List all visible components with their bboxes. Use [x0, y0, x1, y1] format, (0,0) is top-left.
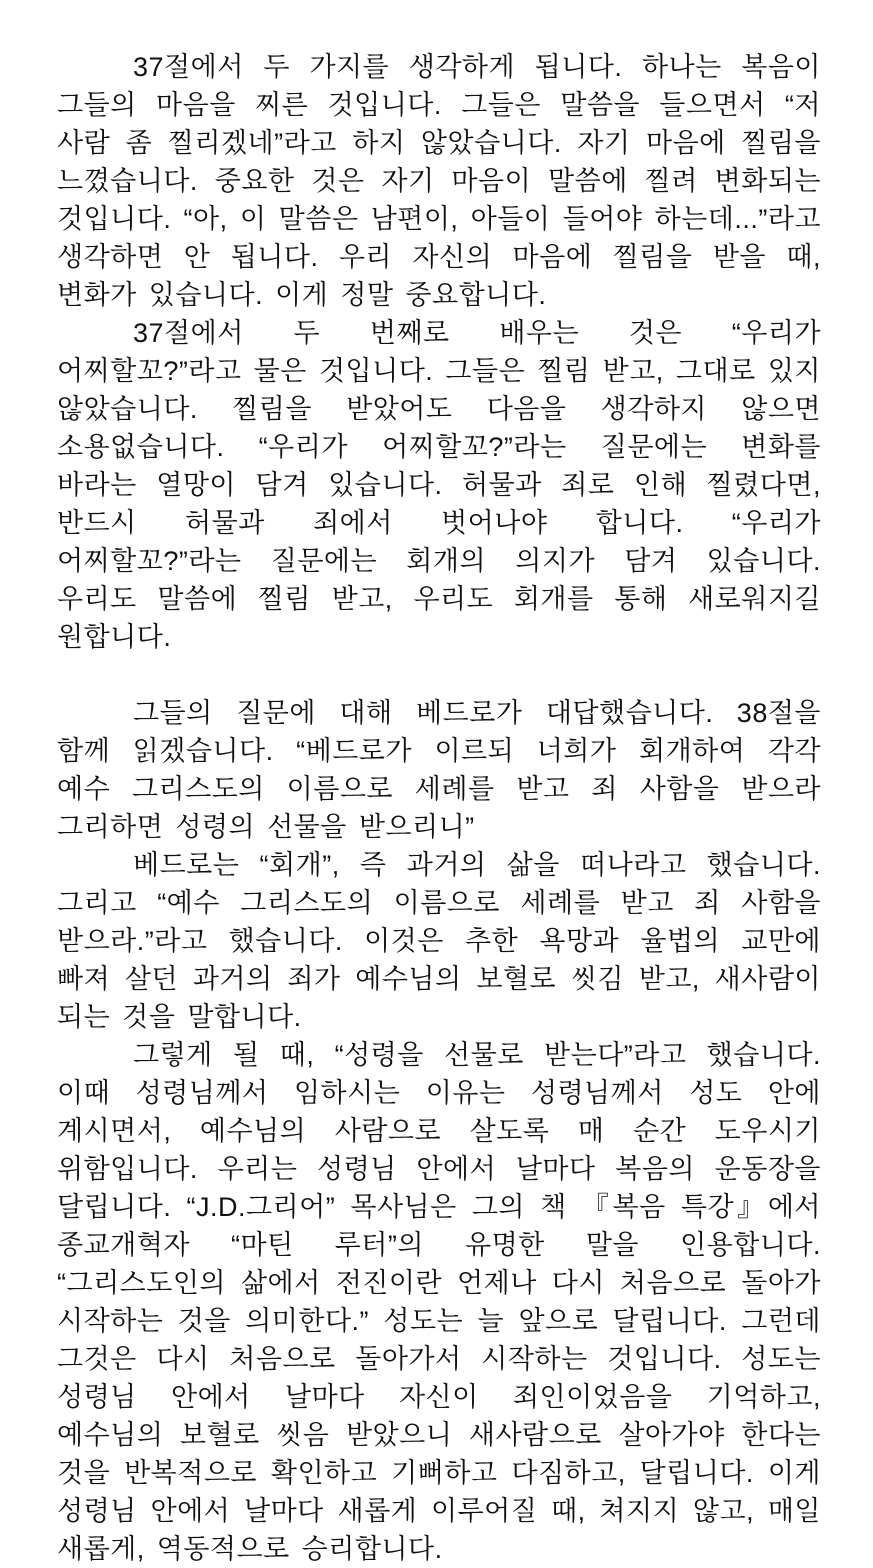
- paragraph: 베드로는 “회개”, 즉 과거의 삶을 떠나라고 했습니다. 그리고 “예수 그리스도의 이름으로 세례를 받고 죄 사함을 받으라.”라고 했습니다. 이것은 추한 욕망과 율법의 교만에 빠져 살던 과거의 죄가 예수님의 보혈로 씻김 받고, 새사람이 되는 것을 말합니다.: [57, 850, 821, 1032]
- paragraph: 37절에서 두 가지를 생각하게 됩니다. 하나는 복음이 그들의 마음을 찌른 것입니다. 그들은 말씀을 들으면서 “저 사람 좀 찔리겠네”라고 하지 않았습니다. 자기 마음에 찔림을 느꼈습니다. 중요한 것은 자기 마음이 말씀에 찔려 변화되는 것입니다. “아, 이 말씀은 남편이, 아들이 들어야 하는데...”라고 생각하면 안 됩니다. 우리 자신의 마음에 찔림을 받을 때, 변화가 있습니다. 이게 정말 중요합니다.: [57, 52, 821, 310]
- paragraph: 그렇게 될 때, “성령을 선물로 받는다”라고 했습니다. 이때 성령님께서 임하시는 이유는 성령님께서 성도 안에 계시면서, 예수님의 사람으로 살도록 매 순간 도우시기 위함입니다. 우리는 성령님 안에서 날마다 복음의 운동장을 달립니다. “J.D.그리어” 목사님은 그의 책 『복음 특강』에서 종교개혁자 “마틴 루터”의 유명한 말을 인용합니다. “그리스도인의 삶에서 전진이란 언제나 다시 처음으로 돌아가 시작하는 것을 의미한다.” 성도는 늘 앞으로 달립니다. 그런데 그것은 다시 처음으로 돌아가서 시작하는 것입니다. 성도는 성령님 안에서 날마다 자신이 죄인이었음을 기억하고, 예수님의 보혈로 씻음 받았으니 새사람으로 살아가야 한다는 것을 반복적으로 확인하고 기뻐하고 다짐하고, 달립니다. 이게 성령님 안에서 날마다 새롭게 이루어질 때, 쳐지지 않고, 매일 새롭게, 역동적으로 승리합니다.: [57, 1040, 821, 1564]
- paragraph: 37절에서 두 번째로 배우는 것은 “우리가 어찌할꼬?”라고 물은 것입니다. 그들은 찔림 받고, 그대로 있지 않았습니다. 찔림을 받았어도 다음을 생각하지 않으면 소용없습니다. “우리가 어찌할꼬?”라는 질문에는 변화를 바라는 열망이 담겨 있습니다. 허물과 죄로 인해 찔렸다면, 반드시 허물과 죄에서 벗어나야 합니다. “우리가 어찌할꼬?”라는 질문에는 회개의 의지가 담겨 있습니다. 우리도 말씀에 찔림 받고, 우리도 회개를 통해 새로워지길 원합니다.: [57, 318, 821, 652]
- paragraph: 그들의 질문에 대해 베드로가 대답했습니다. 38절을 함께 읽겠습니다. “베드로가 이르되 너희가 회개하여 각각 예수 그리스도의 이름으로 세례를 받고 죄 사함을 받으라 그리하면 성령의 선물을 받으리니”: [57, 698, 821, 842]
